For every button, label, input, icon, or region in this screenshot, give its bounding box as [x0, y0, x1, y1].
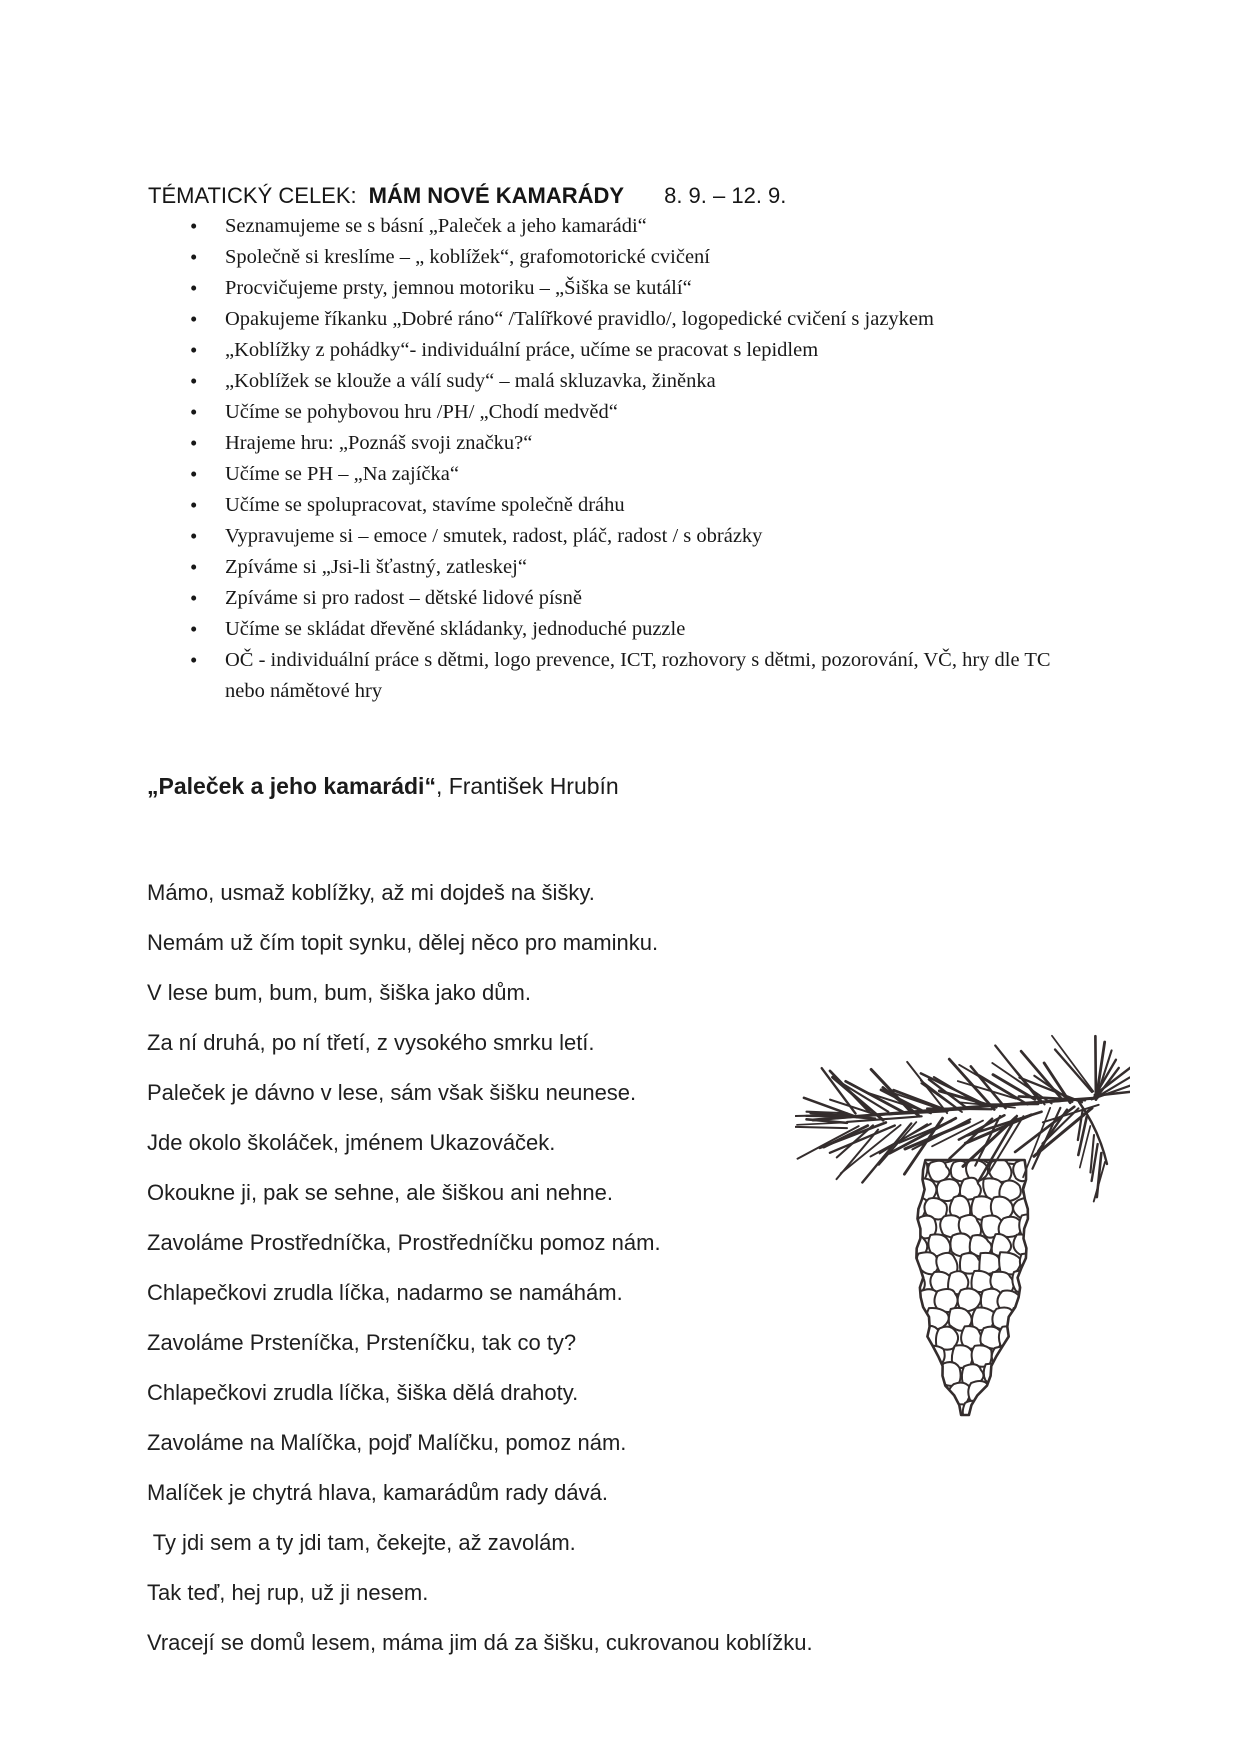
theme-title: MÁM NOVÉ KAMARÁDY [368, 183, 625, 208]
poem-line: Mámo, usmaž koblížky, až mi dojdeš na šišky. [147, 880, 595, 905]
poem-line: Okoukne ji, pak se sehne, ale šiškou ani nehne. [147, 1180, 613, 1205]
poem-line: Vracejí se domů lesem, máma jim dá za šišku, cukrovanou koblížku. [147, 1630, 813, 1655]
poem-line: Za ní druhá, po ní třetí, z vysokého smrku letí. [147, 1030, 595, 1055]
theme-date-range: 8. 9. – 12. 9. [664, 183, 787, 208]
poem-line: Jde okolo školáček, jménem Ukazováček. [147, 1130, 556, 1155]
activity-list-item: • Učíme se pohybovou hru /PH/ „Chodí medvěd“ [148, 397, 1070, 428]
poem-line: Zavoláme Prsteníčka, Prsteníčku, tak co ty? [147, 1330, 577, 1355]
activity-list-item: • Společně si kreslíme – „ koblížek“, grafomotorické cvičení [148, 242, 1070, 273]
poem-author: , František Hrubín [435, 773, 619, 799]
activity-list-item: • Učíme se PH – „Na zajíčka“ [148, 459, 1070, 490]
poem-body [147, 868, 867, 1668]
activity-list-item: • OČ - individuální práce s dětmi, logo prevence, ICT, rozhovory s dětmi, pozorování, VČ, hry dle TC nebo námětové hry [148, 645, 1070, 707]
activity-list-item: • Vypravujeme si – emoce / smutek, radost, pláč, radost / s obrázky [148, 521, 1070, 552]
poem-line: Chlapečkovi zrudla líčka, nadarmo se namáhám. [147, 1280, 623, 1305]
activity-list-item: • Opakujeme říkanku „Dobré ráno“ /Talířkové pravidlo/, logopedické cvičení s jazykem [148, 304, 1070, 335]
activity-list-item: • Procvičujeme prsty, jemnou motoriku – „Šiška se kutálí“ [148, 273, 1070, 304]
poem-line: Nemám už čím topit synku, dělej něco pro maminku. [147, 930, 659, 955]
page-title [148, 183, 786, 209]
poem-line: Paleček je dávno v lese, sám však šišku neunese. [147, 1080, 637, 1105]
activity-list-item: • Učíme se skládat dřevěné skládanky, jednoduché puzzle [148, 614, 1070, 645]
activity-list-item: • Zpíváme si „Jsi-li šťastný, zatleskej“ [148, 552, 1070, 583]
spruce-branch-and-pine-cone-illustration [795, 1012, 1130, 1442]
activities-list [148, 211, 1108, 707]
poem-line: V lese bum, bum, bum, šiška jako dům. [147, 980, 531, 1005]
poem-line: Chlapečkovi zrudla líčka, šiška dělá drahoty. [147, 1380, 579, 1405]
poem-title [147, 772, 619, 800]
activity-list-item: • Hrajeme hru: „Poznáš svoji značku?“ [148, 428, 1070, 459]
activity-list-item: • Seznamujeme se s básní „Paleček a jeho kamarádi“ [148, 211, 1070, 242]
poem-line: Zavoláme na Malíčka, pojď Malíčku, pomoz nám. [147, 1430, 627, 1455]
poem-line: Zavoláme Prostředníčka, Prostředníčku pomoz nám. [147, 1230, 661, 1255]
poem-title-text: „Paleček a jeho kamarádi“ [147, 773, 436, 799]
theme-label: TÉMATICKÝ CELEK: [148, 183, 357, 208]
activity-list-item: • „Koblížek se klouže a válí sudy“ – malá skluzavka, žiněnka [148, 366, 1070, 397]
activity-list-item: • Učíme se spolupracovat, stavíme společně dráhu [148, 490, 1070, 521]
poem-line: Tak teď, hej rup, už ji nesem. [147, 1580, 429, 1605]
activity-list-item: • „Koblížky z pohádky“- individuální práce, učíme se pracovat s lepidlem [148, 335, 1070, 366]
poem-line: Malíček je chytrá hlava, kamarádům rady dává. [147, 1480, 608, 1505]
activity-list-item: • Zpíváme si pro radost – dětské lidové písně [148, 583, 1070, 614]
poem-line: Ty jdi sem a ty jdi tam, čekejte, až zavolám. [147, 1530, 576, 1555]
